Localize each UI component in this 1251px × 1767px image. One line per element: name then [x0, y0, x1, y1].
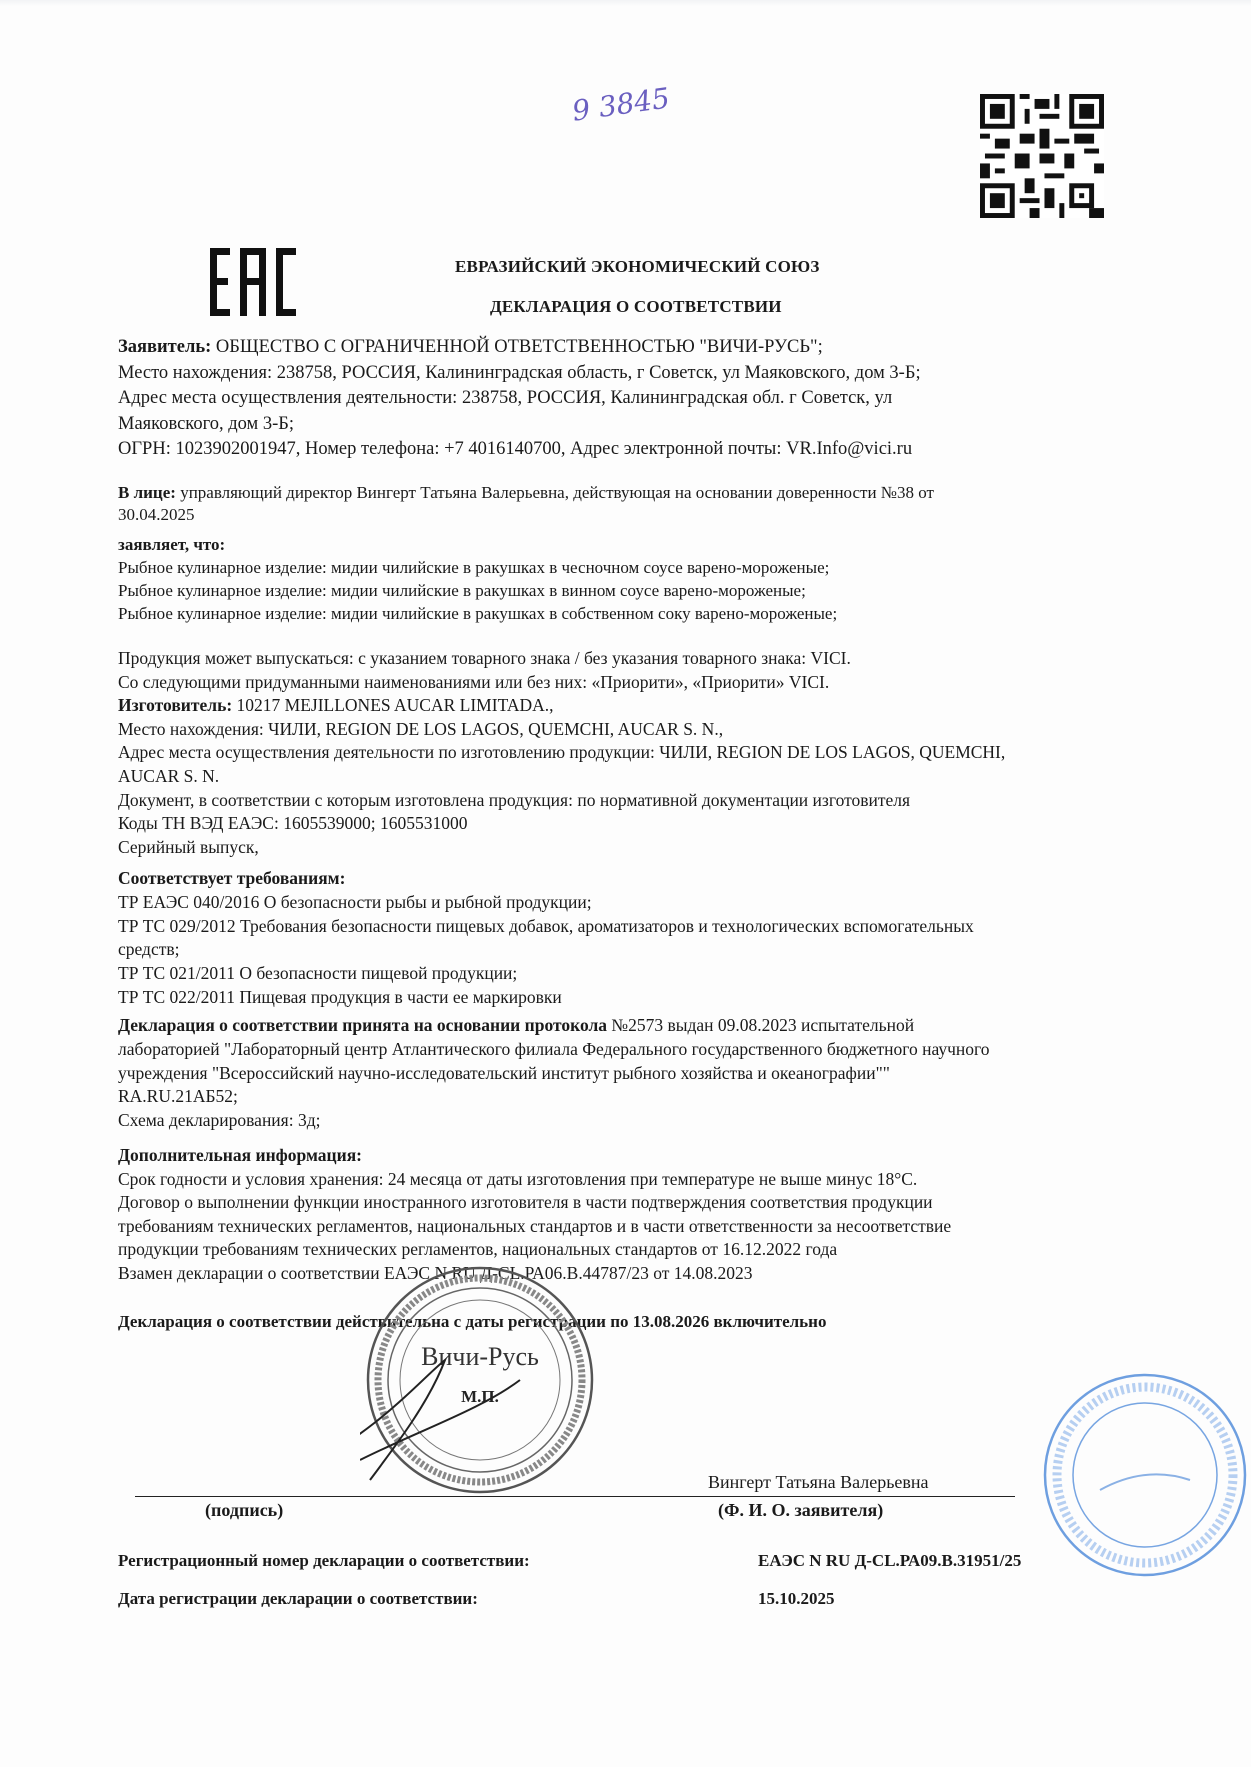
applicant-name: ОБЩЕСТВО С ОГРАНИЧЕННОЙ ОТВЕТСТВЕННОСТЬЮ "ВИЧИ-РУСЬ"; — [211, 337, 823, 357]
represented-text: управляющий директор Вингерт Татьяна Валерьевна, действующая на основании доверенности №38 от — [175, 483, 934, 502]
additional-line: требованиям технических регламентов, национальных стандартов и в части ответственности за несоответствие — [118, 1215, 952, 1236]
basis-line: Схема декларирования: 3д; — [118, 1110, 321, 1131]
document-title: ДЕКЛАРАЦИЯ О СООТВЕТСТВИИ — [490, 297, 782, 316]
manufacturer-label: Изготовитель: — [118, 695, 233, 716]
signature-scribble — [360, 1360, 520, 1480]
applicant-line: ОГРН: 1023902001947, Номер телефона: +7 4016140700, Адрес электронной почты: VR.Info@vici.ru — [118, 439, 913, 459]
full-name-label: (Ф. И. О. заявителя) — [718, 1500, 884, 1520]
additional-label: Дополнительная информация: — [118, 1145, 362, 1165]
declares-section — [118, 533, 837, 625]
represented-date: 30.04.2025 — [118, 505, 195, 524]
represented-label: В лице: — [118, 483, 176, 502]
basis-line: RA.RU.21АБ52; — [118, 1086, 238, 1107]
product-info-section — [118, 647, 1005, 859]
eac-logo-icon — [208, 248, 298, 316]
union-title: ЕВРАЗИЙСКИЙ ЭКОНОМИЧЕСКИЙ СОЮЗ — [455, 257, 820, 276]
basis-protocol: №2573 выдан 09.08.2023 испытательной — [607, 1015, 915, 1035]
validity-statement: Декларация о соответствии действительна с даты регистрации по 13.08.2026 включительно — [118, 1312, 827, 1331]
applicant-label: Заявитель: — [118, 337, 212, 357]
applicant-line: Адрес места осуществления деятельности: 238758, РОССИЯ, Калининградская обл. г Советск, ул — [118, 388, 893, 408]
handwritten-number: 9 3845 — [570, 81, 672, 128]
product-line: Рыбное кулинарное изделие: мидии чилийские в ракушках в собственном соку варено-мороженые; — [118, 604, 838, 623]
declares-label: заявляет, что: — [118, 535, 226, 554]
requirement-line: ТР ТС 021/2011 О безопасности пищевой продукции; — [118, 963, 518, 984]
applicant-section — [118, 335, 921, 463]
applicant-full-name: Вингерт Татьяна Валерьевна — [708, 1472, 929, 1492]
product-info-line: Адрес места осуществления деятельности по изготовлению продукции: ЧИЛИ, REGION DE LOS LAGOS, QUEMCHI, — [118, 742, 1006, 763]
additional-line: Срок годности и условия хранения: 24 месяца от даты изготовления при температуре не выше минус 18°С. — [118, 1168, 918, 1189]
additional-line: Договор о выполнении функции иностранного изготовителя в части подтверждения соответствия продукции — [118, 1192, 933, 1213]
additional-line: продукции требованиям технических регламентов, национальных стандартов от 16.12.2022 года — [118, 1239, 838, 1260]
requirement-line: ТР ТС 022/2011 Пищевая продукция в части ее маркировки — [118, 986, 562, 1007]
stamp-company-name: Вичи-Русь — [421, 1342, 539, 1371]
requirement-line: ТР ЕАЭС 040/2016 О безопасности рыбы и рыбной продукции; — [118, 891, 592, 912]
signature-line — [135, 1496, 1015, 1497]
company-stamp-icon — [360, 1260, 600, 1500]
applicant-line: Место нахождения: 238758, РОССИЯ, Калининградская область, г Советск, ул Маяковского, дом 3-Б; — [118, 362, 921, 383]
requirements-label: Соответствует требованиям: — [118, 868, 346, 888]
manufacturer-name: 10217 MEJILLONES AUCAR LIMITADA., — [232, 695, 554, 716]
registration-number-label: Регистрационный номер декларации о соответствии: — [118, 1551, 530, 1570]
product-line: Рыбное кулинарное изделие: мидии чилийские в ракушках в винном соусе варено-мороженые; — [118, 581, 806, 600]
product-line: Рыбное кулинарное изделие: мидии чилийские в ракушках в чесночном соусе варено-мороженые; — [118, 558, 830, 577]
product-info-line: AUCAR S. N. — [118, 765, 220, 786]
registration-number: ЕАЭС N RU Д-CL.РА09.В.31951/25 — [758, 1551, 1022, 1570]
certification-stamp-icon — [1040, 1370, 1250, 1580]
product-info-line: Документ, в соответствии с которым изготовлена продукция: по нормативной документации изготовителя — [118, 789, 911, 810]
product-info-line: Серийный выпуск, — [118, 836, 259, 857]
requirement-line: ТР ТС 029/2012 Требования безопасности пищевых добавок, ароматизаторов и технологических вспомогательных — [118, 915, 974, 936]
applicant-line: Маяковского, дом 3-Б; — [118, 413, 295, 434]
stamp-mp-label: М.П. — [461, 1387, 499, 1406]
basis-section — [118, 1014, 990, 1133]
basis-label: Декларация о соответствии принята на основании протокола — [118, 1015, 608, 1035]
product-info-line: Продукция может выпускаться: с указанием товарного знака / без указания товарного знака: VICI. — [118, 648, 851, 668]
product-info-line: Место нахождения: ЧИЛИ, REGION DE LOS LAGOS, QUEMCHI, AUCAR S. N., — [118, 718, 724, 739]
requirement-line: средств; — [118, 939, 180, 960]
basis-line: учреждения "Всероссийский научно-исследовательский институт рыбного хозяйства и океанографии"" — [118, 1062, 890, 1083]
product-info-line: Со следующими придуманными наименованиями или без них: «Приорити», «Приорити» VICI. — [118, 671, 830, 692]
product-info-line: Коды ТН ВЭД ЕАЭС: 1605539000; 1605531000 — [118, 813, 468, 834]
qr-code-icon — [980, 94, 1104, 218]
registration-date-label: Дата регистрации декларации о соответствии: — [118, 1589, 478, 1608]
registration-date: 15.10.2025 — [758, 1589, 835, 1608]
additional-line: Взамен декларации о соответствии ЕАЭС N RU Д-CL.РА06.В.44787/23 от 14.08.2023 — [118, 1262, 753, 1283]
represented-section — [118, 482, 934, 526]
basis-line: лабораторией "Лабораторный центр Атлантического филиала Федерального государственного бюджетного научного — [118, 1038, 990, 1059]
requirements-section — [118, 867, 974, 1010]
signature-label: (подпись) — [205, 1500, 284, 1520]
